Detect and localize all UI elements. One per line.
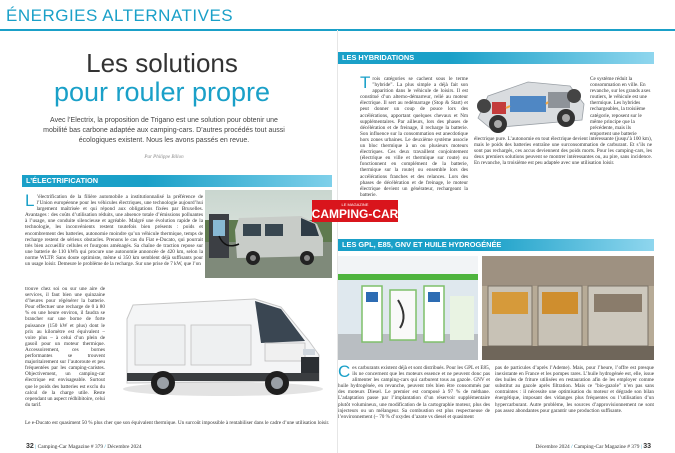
footer-separator: / <box>571 444 573 450</box>
hybridations-paragraph-2: électrique pure. L’autonomie en tout électrique devient intéressante (jusqu’à 100 km), mais le poids des batteries entraîne une surconsommation de carburant. Et s’ils ne sont pas rechargés, ces accus deviennent des poids morts. Pour les camping-cars, les deux premiers solutions peuvent se montrer intéressantes ou, au pire, sans incidence. En revanche, la troisième est peu adaptée avec une utilisation loisir. <box>474 136 652 167</box>
hybridations-paragraph-1-text: rois catégories se cachent sous le terme "hybride". La plus simple a déjà fait son apparition dans le véhicule de loisirs. Il est constitué d’un alterno-démarreur, relié au moteur électrique. Il sert au redémarrage (Stop & Start) et peut donner un coup de pouce lors des accélérations, apportant quelques chevaux et Nm supplémentaires. Par ailleurs, lors des phases de décélération et de freinage, il recharge la batterie. Son influence sur la consommation est anecdotique hors zones urbaines. Le deuxième système associe un bloc thermique à un ou plusieurs moteurs électriques. Ces deux travaillent conjointement (électrique en ville et thermique sur route) ou fonctionnent en complément de la batterie, thermique sur la route) ou ensemble lors des accélérations franches et des relances. Lors des phases de décélération et de freinage, le moteur électrique devient un générateur, rechargeant la batterie. <box>360 76 468 198</box>
gpl-paragraph-1-text: es carburants existent déjà et sont distribués. Pour les GPL et E85, ils ne concernent que les moteurs essence et ne peuvent donc pas alimenter les camping-cars qui carburent tous au gazole. GNV et huile hydrogénée, en revanche, peuvent très bien être consommés par des moteurs Diesel. Le premier est composé à 97 % de méthane. L’adaptation passe par l’implantation d’un réservoir supplémentaire plutôt volumineux, une modification de la cartographie moteur, plus des injecteurs ou un mélangeur. Sa combustion est plus respectueuse de l’environnement (– 70 % d’oxydes d’azote vs diesel et quasiment <box>338 365 490 420</box>
dropcap: C <box>338 365 351 381</box>
electrification-paragraph-1-text: ’électrification de la filière automobile a institutionnalisé la préférence de l’Union européenne pour les véhicules électriques, une technologie aujourd’hui largement maîtrisée et qui répond aux obligations fixées par Bruxelles. Avantages : des coûts d’utilisation réduits, une absence totale d’émissions polluantes à l’usage, une conduite silencieuse et agréable. Malgré une évolution rapide de la technologie, les inconvénients restent toutefois bien présents : poids et encombrement des batteries, autonomie moindre qu’un véhicule thermique, temps de recharge restent de sérieux obstacles. Prenons le cas du Fiat e-Ducato, qui pourrait très bien accueillir cellules et fourgons aménagés. Sa chaîne de traction repose sur une batterie de 110 kWh qui procure une autonomie annoncée de 420 km, selon la norme WLTP. Sans doute optimiste, même si 350 km semblent déjà suffisants pour un usage loisir. Demeure le problème de la recharge. Sur une prise de 7 kW, que l’on <box>25 194 203 268</box>
hybridations-paragraph-3: Ce système réduit la consommation en ville. En revanche, sur les grands axes routiers, le véhicule est une thermique. Les hybrides rechargeables, la troisième catégorie, reposent sur le même principe que la précédente, mais ils emportent une batterie <box>590 76 651 136</box>
electrification-paragraph-1 <box>25 194 203 285</box>
stamp-sub-label: LE MAGAZINE <box>341 202 369 207</box>
camping-car-logo <box>312 200 398 222</box>
footer-date-right: Décembre 2024 <box>535 444 570 450</box>
gpl-paragraph-1 <box>338 365 490 440</box>
footer-magazine-left: Camping-Car Magazine # 379 <box>37 444 104 450</box>
footer-left <box>26 443 142 450</box>
white-van-illustration <box>105 285 333 400</box>
stamp-brand-label: CAMPING-CAR <box>312 207 398 221</box>
footer-separator: / <box>104 444 106 450</box>
gpl-paragraph-2: pas de particules d’après l’Ademe). Mais, pour l’heure, l’offre est presque inexistante en France et les pompes rares. L’huile hydrogénée est, elle, issue des huiles de friture utilisées en restauration afin de les employer comme substitut au gazole après filtration. Mais ce "bio-gazole" n’en pas sans contraintes : il nécessite une optimisation du moteur et dégrade son bilan énergétique, imposant des vidanges plus fréquentes ou l’utilisation d’un hypercarburant. Autre problème, les sources d’approvisionnement ne sont pas assez abondantes pour garantir une production suffisante. <box>495 365 654 414</box>
electrification-paragraph-3: Le e-Ducato est quasiment 50 % plus cher que son équivalent thermique. Un surcoût impossible à rentabiliser dans le cadre d’une utilisation loisir. <box>25 420 330 426</box>
kitchen-illustration <box>482 256 654 360</box>
section-banner: ÉNERGIES ALTERNATIVES <box>6 6 234 25</box>
dropcap: T <box>360 76 371 92</box>
page-title-line1: Les solutions <box>86 48 238 78</box>
byline: Par Philippe Billon <box>144 155 184 160</box>
footer-right <box>535 443 651 450</box>
footer-date-left: Décembre 2024 <box>107 444 142 450</box>
section-heading-gpl: LES GPL, E85, GNV ET HUILE HYDROGÉNÉE <box>338 239 654 251</box>
intro-text: Avec l’Electrix, la proposition de Trigano est une solution pour obtenir une mobilité bas carbone adaptée aux camping-cars. D’autres procédés tout aussi écologiques existent. Nous les avons passés en revue. <box>43 117 285 144</box>
footer-magazine-right: Camping-Car Magazine # 379 <box>573 444 640 450</box>
section-heading-electrification: L’ÉLECTRIFICATION <box>22 175 332 187</box>
hybrid-drivetrain-illustration <box>470 66 590 140</box>
page-number-right: 33 <box>643 443 651 450</box>
magazine-logo-stamp <box>312 200 398 222</box>
dropcap: L <box>25 194 35 210</box>
footer-separator: | <box>640 444 642 450</box>
hybrid-drivetrain-diagram <box>470 66 590 140</box>
white-van-photo <box>105 285 333 400</box>
fuel-station-illustration <box>338 256 478 360</box>
footer-separator: | <box>35 444 37 450</box>
page-title-line2: pour rouler propre <box>53 77 271 107</box>
page-number-left: 32 <box>26 443 34 450</box>
hydrogen-station-photo <box>338 256 478 360</box>
electrification-paragraph-2: trouve chez soi ou sur une aire de services, il faut bien une quinzaine d’heures pour régénérer la batterie. Pour effectuer une recharge de 0 à 80 % en une heure environ, il faudra se brancher sur une borne de forte puissance (150 kW et plus) dont le prix au kilomètre est équivalent – voire plus – à celui d’un plein de gasoil pour un moteur thermique. Accessoirement, ces bornes performantes se trouvent majoritairement sur l’autoroute et peu fréquentées par les camping-caristes. Objectivement, un camping-car électrique est envisageable. Surtout que le poids des batteries est exclu du calcul de la charge utile. Reste cependant un aspect rédhibitoire, celui du tarif. <box>25 286 105 408</box>
section-heading-hybridations: LES HYBRIDATIONS <box>338 52 654 64</box>
frying-oil-kitchen-photo <box>482 256 654 360</box>
